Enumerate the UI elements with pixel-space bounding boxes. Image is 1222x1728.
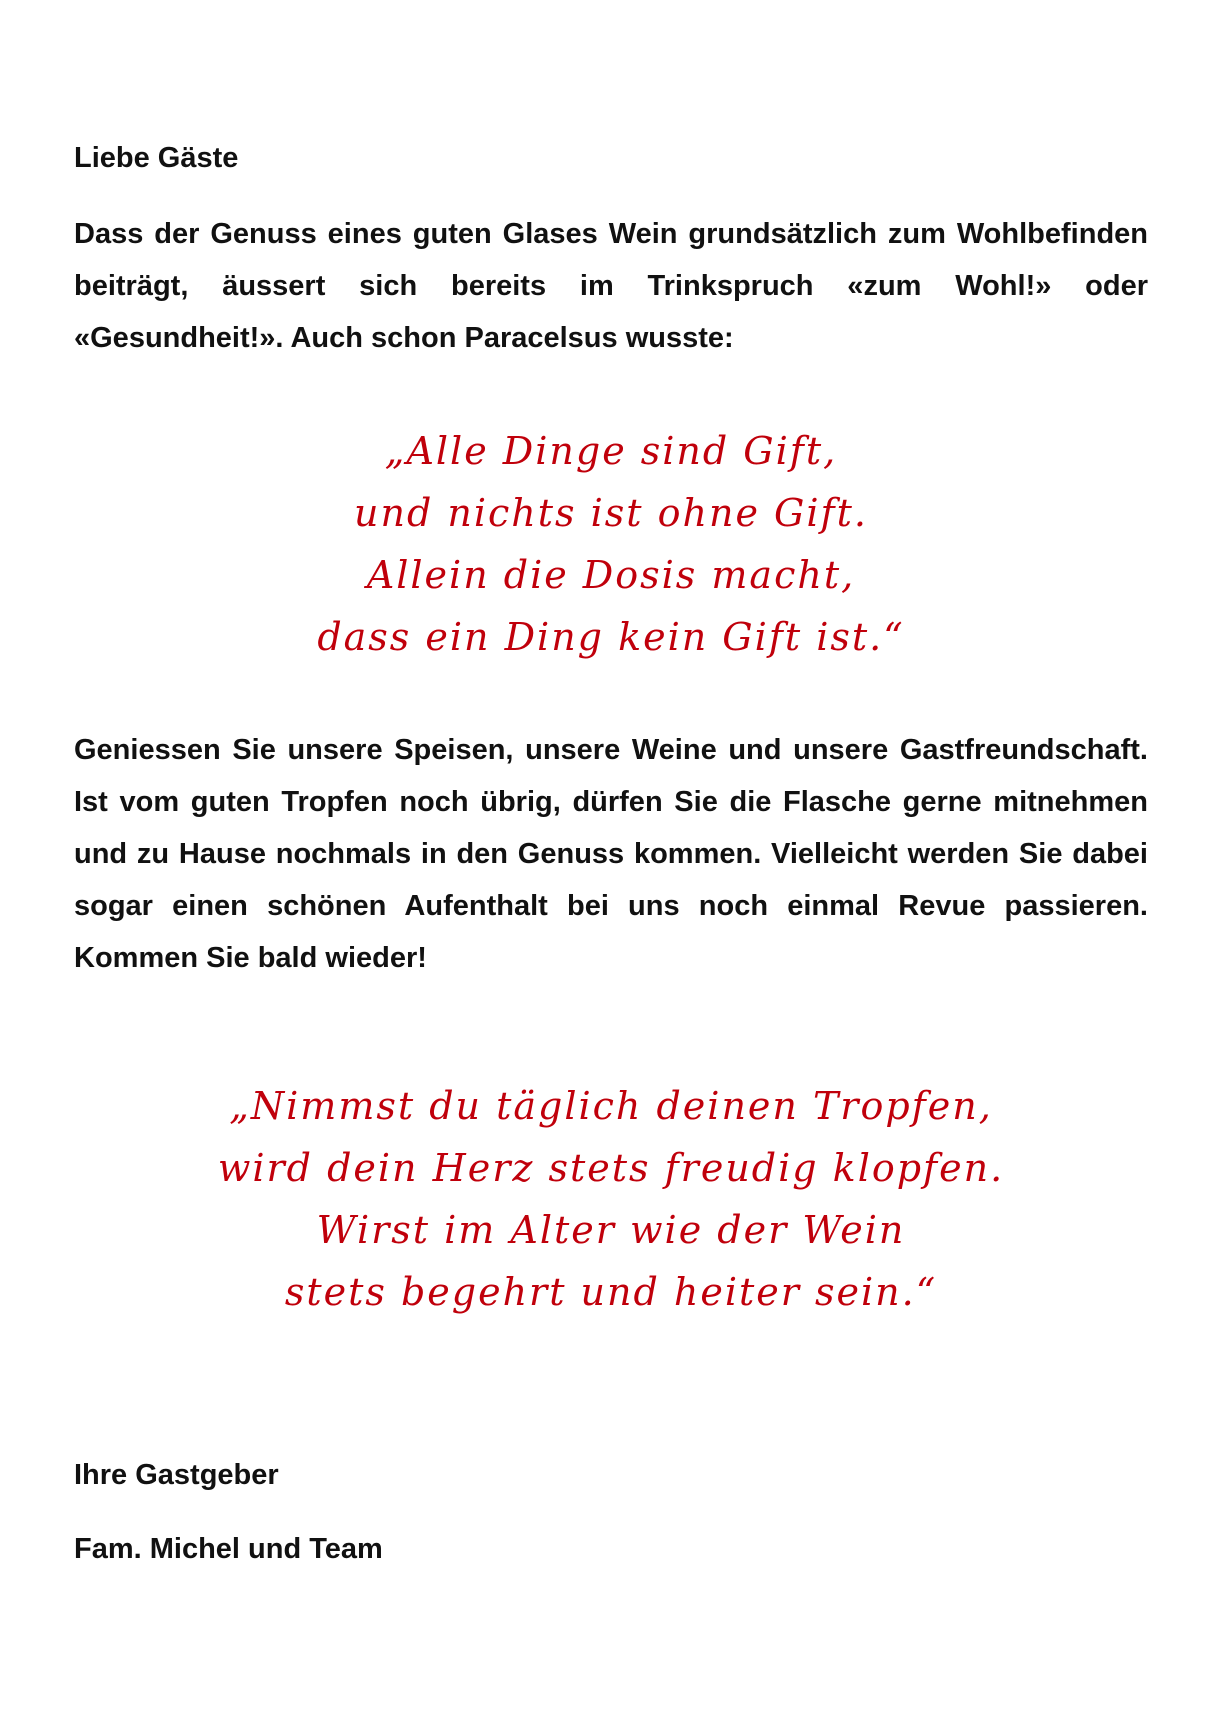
quote-line: Wirst im Alter wie der Wein [316,1208,906,1252]
wine-quote [0,1075,1222,1323]
quote-line: wird dein Herz stets freudig klopfen. [217,1146,1005,1190]
quote-line: „Alle Dinge sind Gift, [384,429,838,473]
signature-line: Fam. Michel und Team [74,1533,383,1565]
quote-line: stets begehrt und heiter sein.“ [284,1270,938,1314]
quote-line: Allein die Dosis macht, [366,553,856,597]
quote-line: und nichts ist ohne Gift. [354,491,868,535]
intro-paragraph: Dass der Genuss eines guten Glases Wein grundsätzlich zum Wohlbefinden beiträgt, äussert sich bereits im Trinkspruch «zum Wohl!» oder «Gesundheit!». Auch schon Paracelsus wusste: [74,218,1148,354]
quote-line: „Nimmst du täglich deinen Tropfen, [229,1084,993,1128]
paracelsus-quote [0,420,1222,668]
closing-line: Ihre Gastgeber [74,1459,279,1491]
greeting: Liebe Gäste [74,142,239,174]
middle-paragraph: Geniessen Sie unsere Speisen, unsere Weine und unsere Gastfreundschaft. Ist vom guten Tropfen noch übrig, dürfen Sie die Flasche gerne mitnehmen und zu Hause nochmals in den Genuss kommen. Vielleicht werden Sie dabei sogar einen schönen Aufenthalt bei uns noch einmal Revue passieren. Kommen Sie bald wieder! [74,734,1148,974]
quote-line: dass ein Ding kein Gift ist.“ [317,615,905,659]
